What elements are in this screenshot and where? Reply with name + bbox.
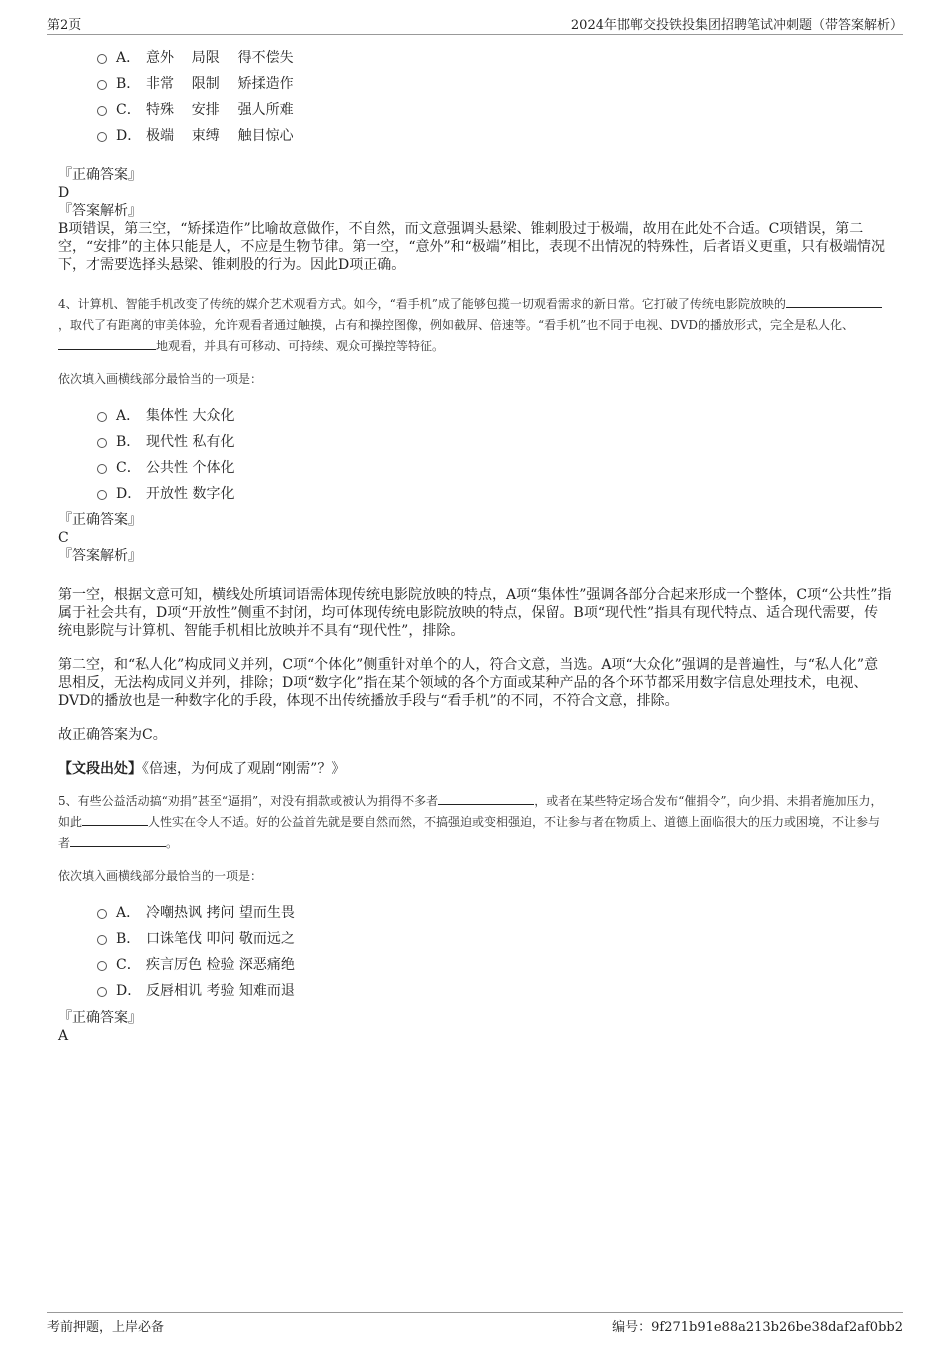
radio-icon[interactable] — [97, 106, 107, 116]
q4-source — [58, 760, 892, 778]
page-footer — [47, 1312, 903, 1335]
document-title: 2024年邯郸交投铁投集团招聘笔试冲刺题（带答案解析） — [570, 18, 903, 33]
answer-value: C — [58, 530, 69, 546]
radio-icon[interactable] — [97, 961, 107, 971]
q4-answer-block — [58, 511, 892, 565]
blank-line — [786, 295, 882, 308]
q3-option-d[interactable]: D． 极端 束缚 触目惊心 — [97, 122, 294, 148]
q4-option-d[interactable]: D． 开放性 数字化 — [97, 480, 234, 506]
blank-line — [70, 834, 166, 847]
q4-options — [97, 402, 234, 506]
q4-option-a[interactable]: A． 集体性 大众化 — [97, 402, 234, 428]
q3-option-c[interactable]: C． 特殊 安排 强人所难 — [97, 96, 294, 122]
q3-answer-block — [58, 166, 892, 274]
answer-value: D — [58, 185, 70, 201]
q3-options — [97, 44, 294, 148]
q5-option-a[interactable]: A． 冷嘲热讽 拷问 望而生畏 — [97, 899, 295, 925]
radio-icon[interactable] — [97, 80, 107, 90]
radio-icon[interactable] — [97, 935, 107, 945]
source-label: 【文段出处】 — [58, 761, 142, 777]
analysis-label: 『答案解析』 — [58, 548, 142, 564]
q4-analysis-para-1: 第一空，根据文意可知，横线处所填词语需体现传统电影院放映的特点，A项“集体性”强调各部分合起来形成一个整体，C项“公共性”指属于社会共有，D项“开放性”侧重不封闭，均可体现传统电影院放映的特点，保留。B项“现代性”指具有现代特点、适合现代需要，传统电影院与计算机、智能手机相比放映并不具有“现代性”，排除。 — [58, 587, 892, 639]
answer-label: 『正确答案』 — [58, 1010, 142, 1026]
analysis-label: 『答案解析』 — [58, 203, 142, 219]
q5-option-d[interactable]: D． 反唇相讥 考验 知难而退 — [97, 977, 295, 1003]
blank-line — [58, 337, 156, 350]
analysis-text: B项错误，第三空，“矫揉造作”比喻故意做作，不自然，而文意强调头悬梁、锥刺股过于极端，故用在此处不合适。C项错误，第二空，“安排”的主体只能是人，不应是生物节律。第一空，“意外”和“极端”相比，表现不出情况的特殊性，后者语义更重，只有极端情况下，才需要选择头悬梁、锥刺股的行为。因此D项正确。 — [58, 221, 885, 273]
q4-option-c[interactable]: C． 公共性 个体化 — [97, 454, 234, 480]
q4-conclusion: 故正确答案为C。 — [58, 727, 167, 743]
blank-line — [82, 813, 148, 826]
radio-icon[interactable] — [97, 464, 107, 474]
document-id: 编号：9f271b91e88a213b26be38daf2af0bb2 — [612, 1320, 903, 1335]
page-number: 第2页 — [47, 18, 82, 33]
radio-icon[interactable] — [97, 490, 107, 500]
q4-option-b[interactable]: B． 现代性 私有化 — [97, 428, 234, 454]
q4-analysis-para-2: 第二空，和“私人化”构成同义并列，C项“个体化”侧重针对单个的人，符合文意，当选。A项“大众化”强调的是普遍性，与“私人化”意思相反，无法构成同义并列，排除；D项“数字化”指在某个领域的各个方面或某种产品的各个环节都采用数字信息处理技术，电视、DVD的播放也是一种数字化的手段，体现不出传统播放手段与“看手机”的不同，不符合文意，排除。 — [58, 657, 879, 709]
answer-label: 『正确答案』 — [58, 167, 142, 183]
radio-icon[interactable] — [97, 132, 107, 142]
q4-stem: 4、计算机、智能手机改变了传统的媒介艺术观看方式。如今，“看手机”成了能够包揽一切观看需求的新日常。它打破了传统电影院放映的，取代了有距离的审美体验，允许观看者通过触摸，占有和操控图像，例如截屏、倍速等。“看手机”也不同于电视、DVD的播放形式，完全是私人化、地观看，并具有可移动、可持续、观众可操控等特征。 — [58, 294, 892, 357]
page-header — [47, 14, 903, 35]
radio-icon[interactable] — [97, 438, 107, 448]
blank-line — [438, 792, 534, 805]
radio-icon[interactable] — [97, 54, 107, 64]
q5-stem: 5、有些公益活动搞“劝捐”甚至“逼捐”，对没有捐款或被认为捐得不多者 ，或者在某些特定场合发布“催捐令”，向少捐、未捐者施加压力，如此 人性实在令人不适。好的公益首先就是要自然而然，不搞强迫或变相强迫，不让参与者在物质上、道德上面临很大的压力或困境，不让参与者 。 — [58, 794, 883, 850]
source-title: 《倍速，为何成了观剧“刚需”？》 — [142, 761, 346, 777]
radio-icon[interactable] — [97, 987, 107, 997]
q5-answer-block — [58, 1009, 892, 1045]
q4-prompt: 依次填入画横线部分最恰当的一项是： — [58, 372, 263, 386]
q3-option-a[interactable]: A． 意外 局限 得不偿失 — [97, 44, 294, 70]
q5-prompt: 依次填入画横线部分最恰当的一项是： — [58, 869, 263, 883]
footer-slogan: 考前押题，上岸必备 — [47, 1320, 165, 1335]
answer-label: 『正确答案』 — [58, 512, 142, 528]
radio-icon[interactable] — [97, 412, 107, 422]
answer-value: A — [58, 1028, 69, 1044]
q3-option-b[interactable]: B． 非常 限制 矫揉造作 — [97, 70, 294, 96]
q5-option-c[interactable]: C． 疾言厉色 检验 深恶痛绝 — [97, 951, 295, 977]
q5-options — [97, 899, 295, 1003]
q5-option-b[interactable]: B． 口诛笔伐 叩问 敬而远之 — [97, 925, 295, 951]
radio-icon[interactable] — [97, 909, 107, 919]
